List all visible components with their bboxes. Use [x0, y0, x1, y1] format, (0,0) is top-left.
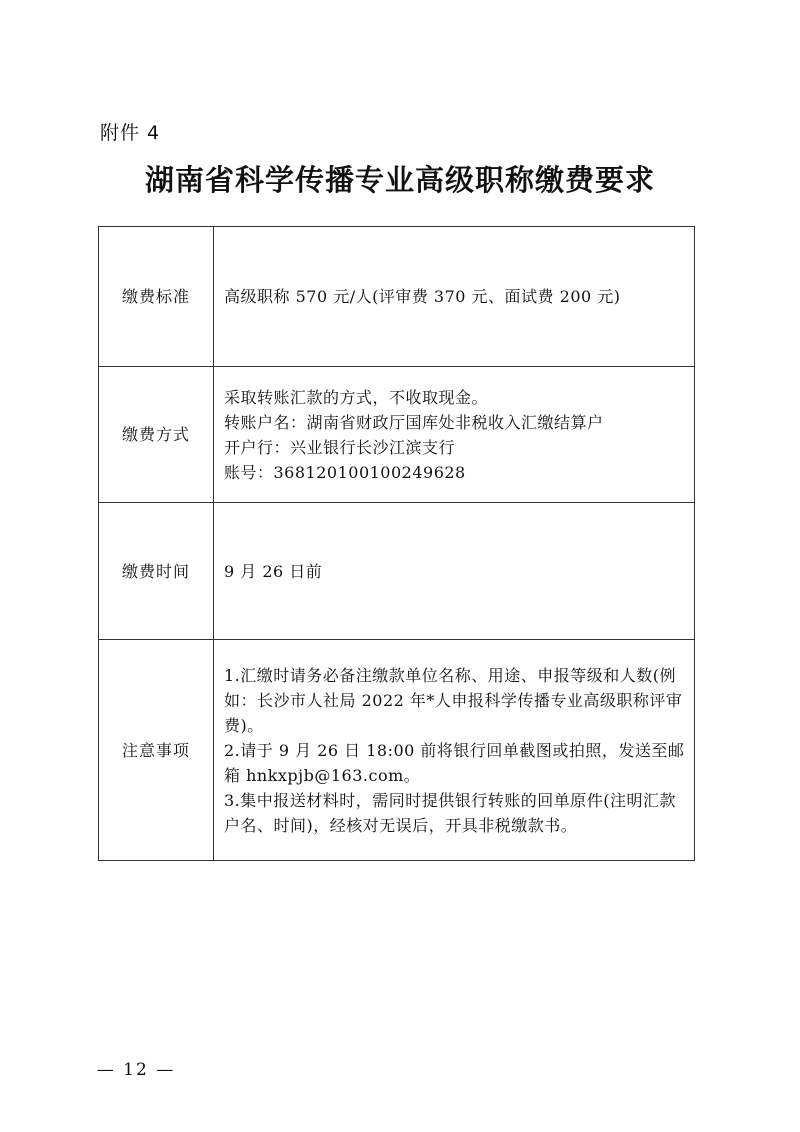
- fee-requirements-table: [98, 226, 695, 861]
- table-row-payment-time: [99, 503, 695, 640]
- payment-method-value: [214, 367, 695, 503]
- bank-name: 开户行：兴业银行长沙江滨支行: [224, 437, 456, 457]
- note-item: 2.请于 9 月 26 日 18:00 前将银行回单截图或拍照，发送至邮箱 hnkxpjb@163.com。: [224, 740, 685, 785]
- fee-standard-label: 缴费标准: [99, 227, 214, 367]
- notes-value: [214, 640, 695, 861]
- fee-standard-value: 高级职称 570 元/人(评审费 370 元、面试费 200 元): [214, 227, 695, 367]
- payment-method-note: 采取转账汇款的方式，不收取现金。: [224, 387, 489, 407]
- account-name: 转账户名：湖南省财政厅国库处非税收入汇缴结算户: [224, 412, 604, 432]
- attachment-label: 附件 4: [100, 122, 161, 144]
- note-item: 3.集中报送材料时，需同时提供银行转账的回单原件(注明汇款户名、时间)，经核对无误后，开具非税缴款书。: [224, 790, 677, 835]
- table-row-payment-method: [99, 367, 695, 503]
- page-number: — 12 —: [96, 1060, 176, 1080]
- notes-label: 注意事项: [99, 640, 214, 861]
- document-title: 湖南省科学传播专业高级职称缴费要求: [144, 163, 655, 197]
- note-item: 1.汇缴时请务必备注缴款单位名称、用途、申报等级和人数(例如：长沙市人社局 2022 年*人申报科学传播专业高级职称评审费)。: [224, 665, 683, 735]
- table-row-notes: [99, 640, 695, 861]
- payment-method-label: 缴费方式: [99, 367, 214, 503]
- table-row-fee-standard: [99, 227, 695, 367]
- account-number: 账号：368120100100249628: [224, 462, 466, 482]
- payment-time-value: 9 月 26 日前: [214, 503, 695, 640]
- payment-time-label: 缴费时间: [99, 503, 214, 640]
